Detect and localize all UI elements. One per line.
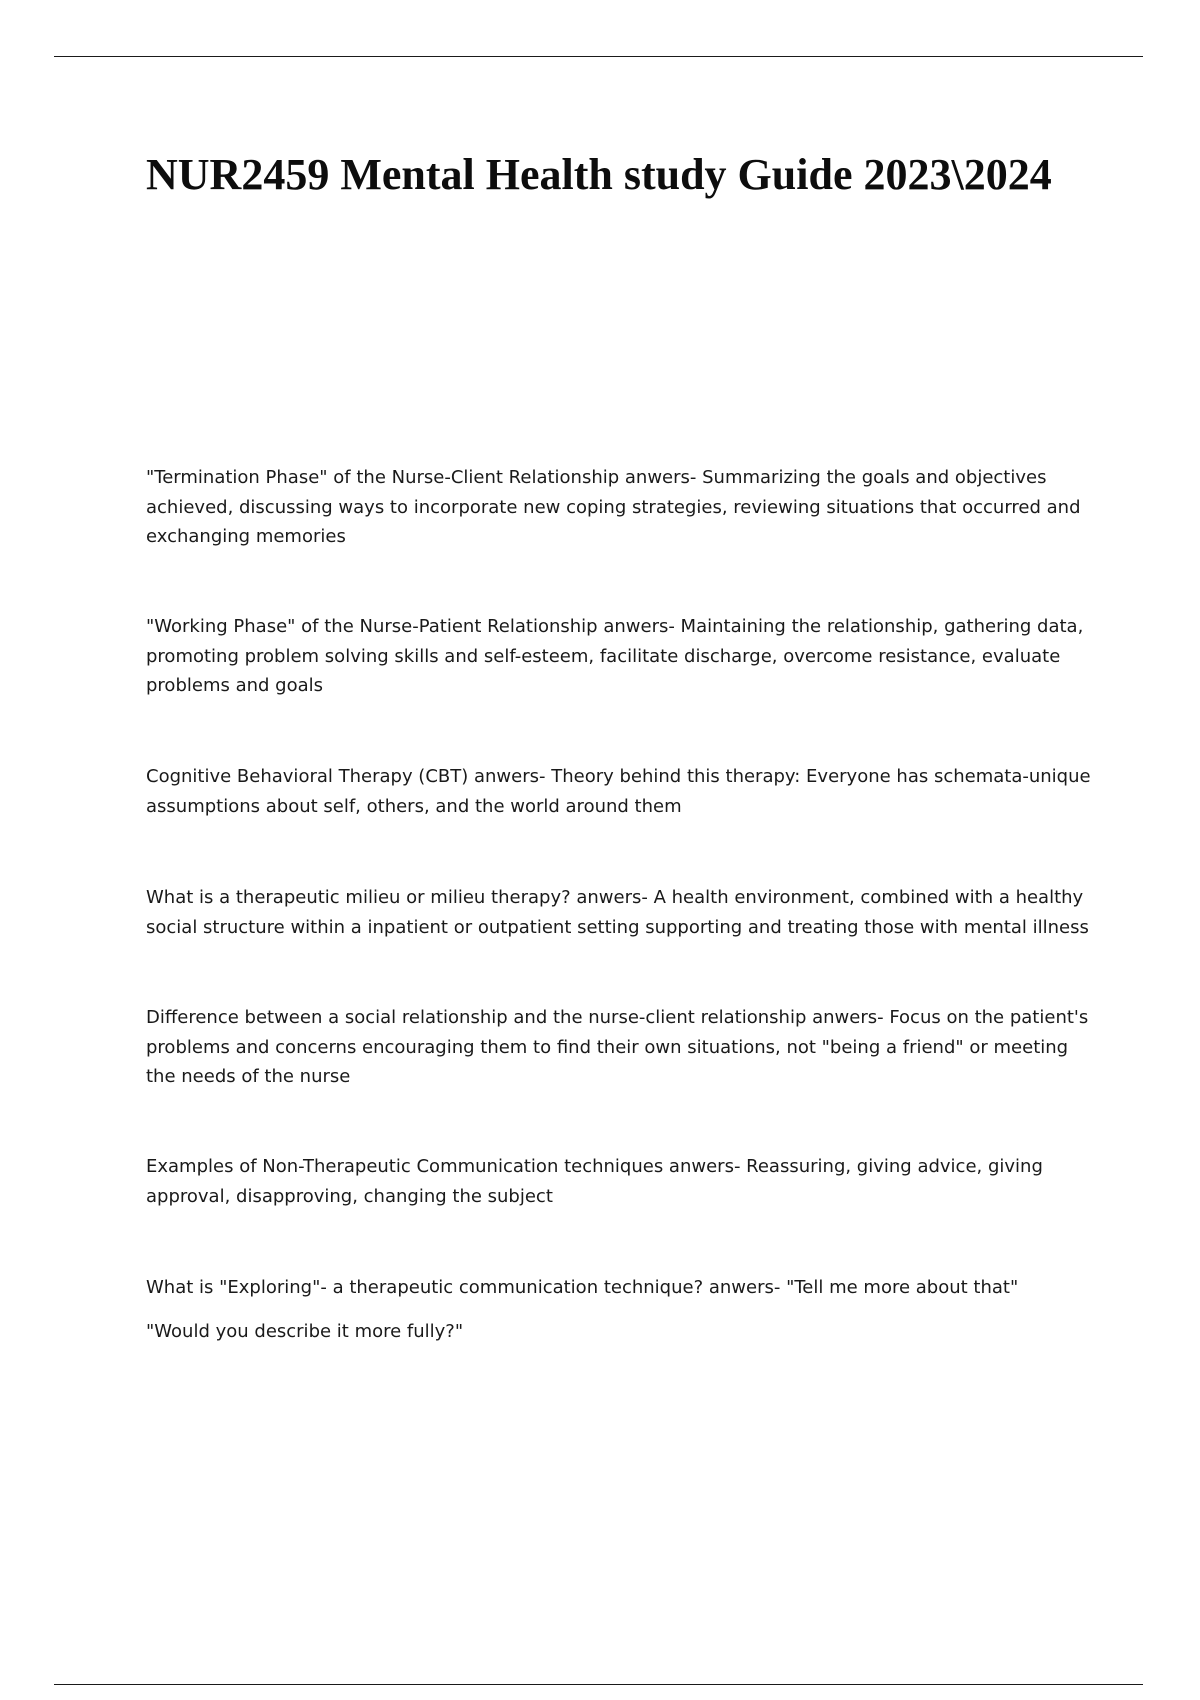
study-entry: Examples of Non-Therapeutic Communication techniques anwers- Reassuring, giving advice, giving approval, disapproving, changing the subject <box>146 1156 1043 1207</box>
study-entry: What is "Exploring"- a therapeutic communication technique? anwers- "Tell me more about that" <box>146 1277 1019 1298</box>
top-divider <box>54 56 1143 57</box>
study-entry: "Working Phase" of the Nurse-Patient Relationship anwers- Maintaining the relationship, gathering data, promoting problem solving skills and self-esteem, facilitate discharge, overcome resistance, evaluate problems and goals <box>146 616 1084 696</box>
bottom-divider <box>54 1684 1143 1685</box>
study-entry: "Termination Phase" of the Nurse-Client Relationship anwers- Summarizing the goals and objectives achieved, discussing ways to incorporate new coping strategies, reviewing situations that occurred and exchanging memories <box>146 467 1081 547</box>
study-entry: What is a therapeutic milieu or milieu therapy? anwers- A health environment, combined with a healthy social structure within a inpatient or outpatient setting supporting and treating those with mental illness <box>146 887 1089 938</box>
study-entry-continuation: "Would you describe it more fully?" <box>146 1321 464 1342</box>
study-entry: Cognitive Behavioral Therapy (CBT) anwers- Theory behind this therapy: Everyone has schemata-unique assumptions about self, others, and the world around them <box>146 766 1091 817</box>
document-title: NUR2459 Mental Health study Guide 2023\2024 <box>146 150 1052 199</box>
study-entry: Difference between a social relationship and the nurse-client relationship anwers- Focus on the patient's problems and concerns encouraging them to find their own situations, not "being a friend" or meeting the needs of the nurse <box>146 1007 1089 1087</box>
